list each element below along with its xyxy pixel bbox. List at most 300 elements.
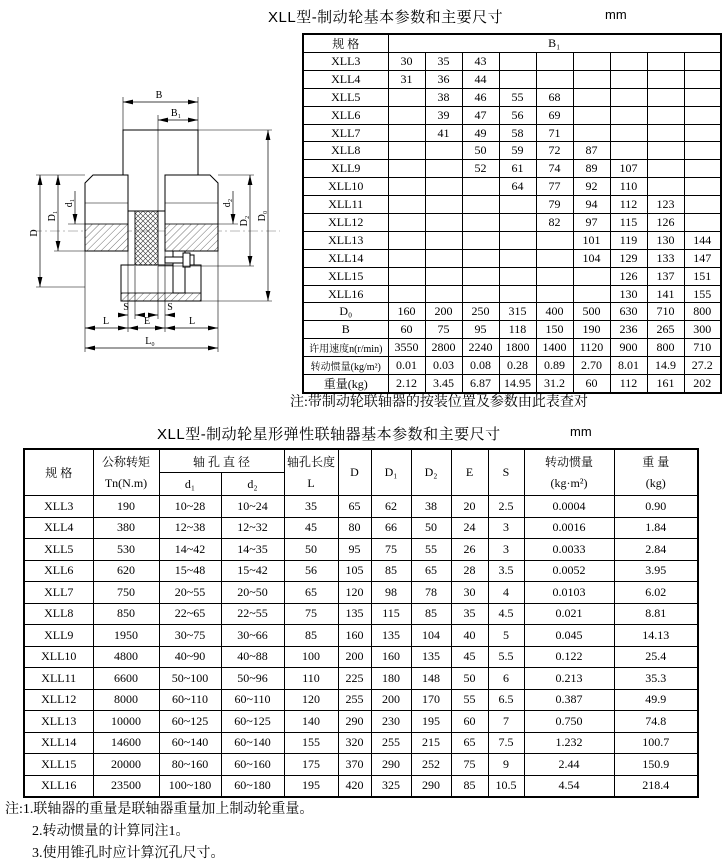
cell: [462, 267, 499, 285]
cell: 20~55: [159, 582, 221, 604]
cell: 141: [647, 285, 684, 303]
table-row: [303, 214, 721, 232]
cell: 200: [425, 303, 462, 321]
table-row: [303, 267, 721, 285]
cell: [684, 106, 721, 124]
cell: [499, 285, 536, 303]
dim-label-D2: D₂: [239, 215, 250, 227]
cell: 6600: [93, 668, 159, 690]
cell: [684, 160, 721, 178]
cell: 31: [388, 70, 425, 88]
cell: 35.3: [614, 668, 698, 690]
cell: 40: [451, 625, 488, 647]
cell: 325: [371, 775, 411, 797]
cell: 60: [451, 711, 488, 733]
table-row: [24, 711, 698, 733]
cell: [462, 285, 499, 303]
cell: 0.213: [524, 668, 614, 690]
cell: [388, 285, 425, 303]
dim-label-d2: d₂: [222, 198, 233, 208]
cell: 218.4: [614, 775, 698, 797]
cell: 620: [93, 560, 159, 582]
cell: [573, 53, 610, 71]
row-label: XLL10: [24, 646, 93, 668]
table-row: [24, 517, 698, 539]
row-label: XLL13: [303, 231, 388, 249]
cell: 74: [536, 160, 573, 178]
cell: 62: [371, 496, 411, 518]
cell: 55: [499, 88, 536, 106]
cell: [610, 88, 647, 106]
cell: 94: [573, 196, 610, 214]
cell: 50: [411, 517, 451, 539]
cell: 30~75: [159, 625, 221, 647]
cell: 8.81: [614, 603, 698, 625]
cell: 190: [93, 496, 159, 518]
cell: 126: [647, 214, 684, 232]
col-header-weight: 重 量 (kg): [614, 449, 698, 496]
cell: [573, 88, 610, 106]
cell: 0.387: [524, 689, 614, 711]
cell: 155: [684, 285, 721, 303]
cell: 60: [573, 375, 610, 394]
cell: 100~180: [159, 775, 221, 797]
cell: 140: [284, 711, 338, 733]
cell: 320: [338, 732, 371, 754]
cell: 65: [451, 732, 488, 754]
row-label: D₀: [303, 303, 388, 321]
cell: 24: [451, 517, 488, 539]
cell: 14.13: [614, 625, 698, 647]
cell: 0.03: [425, 357, 462, 375]
cell: 155: [284, 732, 338, 754]
cell: 1.232: [524, 732, 614, 754]
cell: 112: [610, 375, 647, 394]
row-label: XLL12: [24, 689, 93, 711]
cell: 4.5: [488, 603, 524, 625]
cell: 10~24: [221, 496, 284, 518]
cell: 56: [499, 106, 536, 124]
cell: 56: [284, 560, 338, 582]
cell: 2.44: [524, 754, 614, 776]
cell: 7.5: [488, 732, 524, 754]
cell: 8.01: [610, 357, 647, 375]
row-label: XLL7: [303, 124, 388, 142]
cell: [462, 214, 499, 232]
cell: [388, 88, 425, 106]
col-header-S: S: [488, 449, 524, 496]
cell: 5.5: [488, 646, 524, 668]
cell: 4800: [93, 646, 159, 668]
cell: [462, 196, 499, 214]
cell: 8000: [93, 689, 159, 711]
row-label: XLL10: [303, 178, 388, 196]
row-label: XLL11: [303, 196, 388, 214]
cell: 55: [451, 689, 488, 711]
cell: 23500: [93, 775, 159, 797]
cell: 41: [425, 124, 462, 142]
cell: [499, 249, 536, 267]
cell: 43: [462, 53, 499, 71]
dim-label-D1: D₁: [47, 210, 58, 222]
cell: [425, 160, 462, 178]
cell: 0.0004: [524, 496, 614, 518]
cell: 130: [647, 231, 684, 249]
cell: 144: [684, 231, 721, 249]
cell: 35: [425, 53, 462, 71]
cell: [647, 106, 684, 124]
cell: 135: [338, 603, 371, 625]
cell: [462, 231, 499, 249]
col-header-bore-dia: 轴 孔 直 径: [159, 449, 284, 473]
cell: 2.70: [573, 357, 610, 375]
cell: 104: [573, 249, 610, 267]
row-label: XLL14: [303, 249, 388, 267]
cell: 0.750: [524, 711, 614, 733]
cell: 195: [411, 711, 451, 733]
cell: 9: [488, 754, 524, 776]
cell: [610, 142, 647, 160]
cell: 126: [610, 267, 647, 285]
cell: [425, 142, 462, 160]
cell: 85: [371, 560, 411, 582]
cell: 65: [338, 496, 371, 518]
dim-label-S-right: S: [167, 302, 173, 313]
row-label: XLL11: [24, 668, 93, 690]
cell: [425, 214, 462, 232]
cell: 27.2: [684, 357, 721, 375]
cell: 0.0033: [524, 539, 614, 561]
cell: 4.54: [524, 775, 614, 797]
cell: [499, 53, 536, 71]
cell: 79: [536, 196, 573, 214]
col-header-spec: 规 格: [24, 449, 93, 496]
cell: 40~90: [159, 646, 221, 668]
dim-label-B1: B₁: [170, 108, 182, 119]
cell: 0.021: [524, 603, 614, 625]
row-label: XLL15: [24, 754, 93, 776]
col-header-D1: D₁: [371, 449, 411, 496]
table-row: [303, 142, 721, 160]
cell: 1800: [499, 339, 536, 357]
table-row: [24, 775, 698, 797]
cell: [647, 124, 684, 142]
cell: 60~110: [159, 689, 221, 711]
cell: 0.08: [462, 357, 499, 375]
cell: 35: [284, 496, 338, 518]
cell: 75: [371, 539, 411, 561]
table-row: [303, 196, 721, 214]
cell: 31.2: [536, 375, 573, 394]
cell: 45: [284, 517, 338, 539]
cell: 200: [338, 646, 371, 668]
cell: 255: [371, 732, 411, 754]
cell: 250: [462, 303, 499, 321]
cell: 104: [411, 625, 451, 647]
cell: 900: [610, 339, 647, 357]
cell: 35: [451, 603, 488, 625]
cell: 290: [371, 754, 411, 776]
bolt: [165, 257, 183, 263]
coupling-table-title: XLL型-制动轮星形弹性联轴器基本参数和主要尺寸: [157, 426, 501, 443]
table-row: [24, 496, 698, 518]
cell: 59: [499, 142, 536, 160]
cell: 123: [647, 196, 684, 214]
row-label: XLL6: [303, 106, 388, 124]
row-label: XLL8: [24, 603, 93, 625]
cell: 160: [338, 625, 371, 647]
cell: [499, 231, 536, 249]
coupling-section-drawing: [28, 76, 300, 376]
cell: 58: [499, 124, 536, 142]
brake-table-unit: mm: [605, 7, 627, 22]
table-row: [303, 339, 721, 357]
cell: 5: [488, 625, 524, 647]
cell: 175: [284, 754, 338, 776]
cell: 290: [338, 711, 371, 733]
cell: [425, 285, 462, 303]
cell: [536, 267, 573, 285]
cell: [388, 249, 425, 267]
col-header-bore-len: 轴孔长度 L: [284, 449, 338, 496]
cell: 630: [610, 303, 647, 321]
cell: 47: [462, 106, 499, 124]
table-row: [303, 249, 721, 267]
table-row: [303, 160, 721, 178]
cell: [388, 196, 425, 214]
cell: [499, 214, 536, 232]
cell: [536, 285, 573, 303]
cell: 60~125: [159, 711, 221, 733]
row-label: XLL9: [303, 160, 388, 178]
table-row: [303, 53, 721, 71]
cell: 14.9: [647, 357, 684, 375]
cell: 3: [488, 517, 524, 539]
row-label: 转动惯量(kg/m²): [303, 357, 388, 375]
cell: 160: [388, 303, 425, 321]
cell: 225: [338, 668, 371, 690]
row-label: XLL14: [24, 732, 93, 754]
cell: 6: [488, 668, 524, 690]
table-row: [303, 34, 721, 53]
cell: 28: [451, 560, 488, 582]
cell: 14~35: [221, 539, 284, 561]
cell: 64: [499, 178, 536, 196]
cell: [610, 106, 647, 124]
col-header-spec: 规 格: [303, 34, 388, 53]
cell: 151: [684, 267, 721, 285]
cell: 14.95: [499, 375, 536, 394]
brake-table-note: 注:带制动轮联轴器的按装位置及参数由此表查对: [290, 395, 588, 410]
col-header-d2: d₂: [221, 473, 284, 496]
cell: 12~32: [221, 517, 284, 539]
cell: 44: [462, 70, 499, 88]
cell: 202: [684, 375, 721, 394]
cell: [647, 88, 684, 106]
cell: 215: [411, 732, 451, 754]
cell: 55: [411, 539, 451, 561]
cell: 52: [462, 160, 499, 178]
cell: 80: [338, 517, 371, 539]
cell: 105: [338, 560, 371, 582]
cell: 60~125: [221, 711, 284, 733]
cell: 30: [388, 53, 425, 71]
cell: 150: [536, 321, 573, 339]
cell: 120: [338, 582, 371, 604]
cell: 87: [573, 142, 610, 160]
cell: 39: [425, 106, 462, 124]
cell: 3.5: [488, 560, 524, 582]
cell: 107: [610, 160, 647, 178]
cell: 60~140: [159, 732, 221, 754]
cell: 95: [462, 321, 499, 339]
table-row: [24, 449, 698, 473]
row-label: XLL5: [24, 539, 93, 561]
cell: 65: [411, 560, 451, 582]
row-label: XLL16: [24, 775, 93, 797]
col-header-b1: B₁: [388, 34, 721, 53]
cell: 3: [488, 539, 524, 561]
col-header-d1: d₁: [159, 473, 221, 496]
cell: 20~50: [221, 582, 284, 604]
cell: 255: [338, 689, 371, 711]
cell: 800: [647, 339, 684, 357]
cell: 230: [371, 711, 411, 733]
cell: 75: [425, 321, 462, 339]
cell: 0.0103: [524, 582, 614, 604]
cell: 0.0016: [524, 517, 614, 539]
cell: 60: [388, 321, 425, 339]
footnote: 2.转动惯量的计算同注1。: [32, 824, 190, 839]
col-header-inertia: 转动惯量 (kg·m²): [524, 449, 614, 496]
coupling-table-unit: mm: [570, 424, 592, 439]
cell: 1.84: [614, 517, 698, 539]
cell: 112: [610, 196, 647, 214]
brake-table-title: XLL型-制动轮基本参数和主要尺寸: [268, 9, 504, 26]
cell: [388, 214, 425, 232]
cell: 129: [610, 249, 647, 267]
cell: 14~42: [159, 539, 221, 561]
brake-table-body: [303, 53, 721, 394]
table-row: [24, 689, 698, 711]
cell: 530: [93, 539, 159, 561]
cell: 236: [610, 321, 647, 339]
table-row: [303, 88, 721, 106]
cell: [647, 142, 684, 160]
cell: 50~100: [159, 668, 221, 690]
cell: [573, 124, 610, 142]
cell: [462, 249, 499, 267]
cell: [684, 214, 721, 232]
cell: 38: [425, 88, 462, 106]
cell: 2800: [425, 339, 462, 357]
cell: 65: [284, 582, 338, 604]
table-row: [303, 106, 721, 124]
dim-label-D: D: [29, 229, 40, 237]
cell: 60~110: [221, 689, 284, 711]
cell: 85: [451, 775, 488, 797]
brake-wheel-table: [302, 33, 722, 394]
cell: 74.8: [614, 711, 698, 733]
cell: 137: [647, 267, 684, 285]
cell: 89: [573, 160, 610, 178]
cell: 150.9: [614, 754, 698, 776]
cell: 3.95: [614, 560, 698, 582]
cell: [573, 106, 610, 124]
cell: 15~48: [159, 560, 221, 582]
table-row: [303, 303, 721, 321]
cell: 315: [499, 303, 536, 321]
cell: 49.9: [614, 689, 698, 711]
table-row: [24, 539, 698, 561]
cell: 180: [371, 668, 411, 690]
cell: 6.5: [488, 689, 524, 711]
dim-label-L-left: L: [102, 316, 110, 327]
cell: 133: [647, 249, 684, 267]
cell: 400: [536, 303, 573, 321]
cell: 252: [411, 754, 451, 776]
cell: 80~160: [159, 754, 221, 776]
row-label: XLL6: [24, 560, 93, 582]
cell: 92: [573, 178, 610, 196]
row-label: 许用速度n(r/min): [303, 339, 388, 357]
cell: [684, 142, 721, 160]
cell: 50: [284, 539, 338, 561]
cell: [499, 267, 536, 285]
cell: 800: [684, 303, 721, 321]
cell: 101: [573, 231, 610, 249]
cell: [573, 267, 610, 285]
cell: [610, 70, 647, 88]
cell: 118: [499, 321, 536, 339]
table-row: [24, 603, 698, 625]
cell: 95: [338, 539, 371, 561]
cell: 75: [284, 603, 338, 625]
cell: [610, 53, 647, 71]
cell: 115: [610, 214, 647, 232]
cell: [388, 178, 425, 196]
cell: 30~66: [221, 625, 284, 647]
footnotes: [5, 799, 313, 865]
cell: [610, 124, 647, 142]
cell: 100.7: [614, 732, 698, 754]
cell: [647, 70, 684, 88]
table-row: [24, 668, 698, 690]
cell: 98: [371, 582, 411, 604]
dim-label-B: B: [155, 90, 163, 101]
cell: 170: [411, 689, 451, 711]
cell: 45: [451, 646, 488, 668]
dim-label-E: E: [143, 316, 151, 327]
cell: 0.28: [499, 357, 536, 375]
cell: 61: [499, 160, 536, 178]
cell: 1120: [573, 339, 610, 357]
cell: 85: [411, 603, 451, 625]
cell: 25.4: [614, 646, 698, 668]
table-row: [303, 357, 721, 375]
cell: 1950: [93, 625, 159, 647]
cell: 38: [411, 496, 451, 518]
table-row: [303, 231, 721, 249]
dim-label-L-right: L: [188, 316, 196, 327]
cell: 6.02: [614, 582, 698, 604]
row-label: XLL8: [303, 142, 388, 160]
table-row: [24, 560, 698, 582]
cell: 710: [647, 303, 684, 321]
cell: 0.045: [524, 625, 614, 647]
row-label: 重量(kg): [303, 375, 388, 394]
cell: 0.89: [536, 357, 573, 375]
